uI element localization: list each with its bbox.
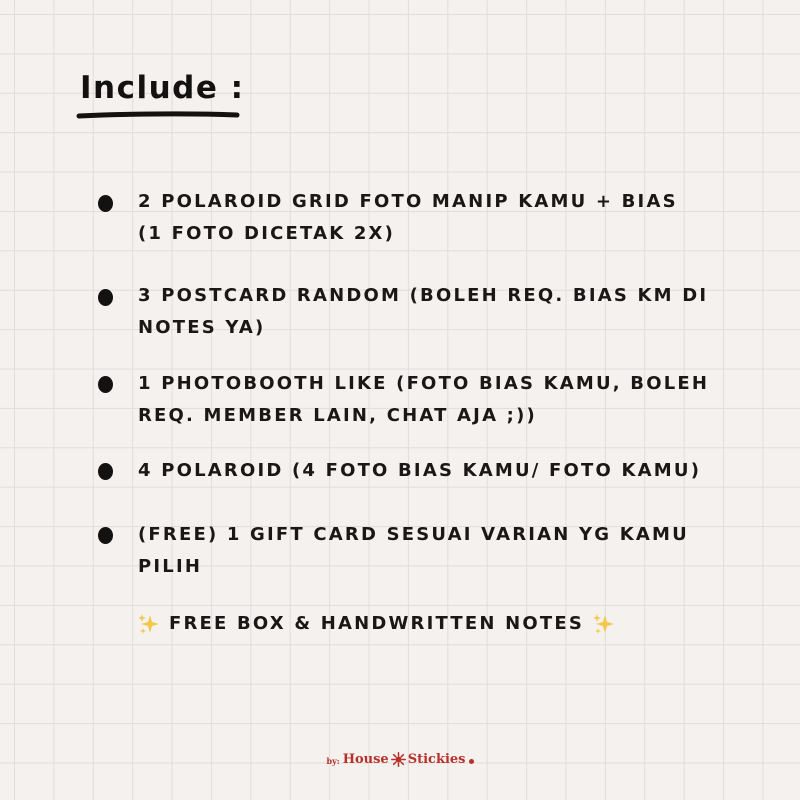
brand-logo [0, 752, 800, 767]
underline-stroke [76, 110, 240, 120]
list-item-text: (FREE) 1 GIFT CARD SESUAI VARIAN YG KAMU PILIH [138, 524, 689, 577]
brand-word-house: House [342, 752, 389, 767]
list-item-text: 2 POLAROID GRID FOTO MANIP KAMU + BIAS (1 FOTO DICETAK 2X) [138, 191, 678, 244]
list-item [96, 186, 678, 250]
brand-word-stickies: Stickies [407, 752, 466, 767]
free-box-note [137, 608, 616, 640]
list-item-text: 4 POLAROID (4 FOTO BIAS KAMU/ FOTO KAMU) [138, 460, 702, 481]
sun-icon [391, 752, 406, 767]
list-item [96, 368, 709, 432]
list-item [96, 455, 701, 487]
bullet-icon [98, 195, 113, 212]
bullet-icon [98, 463, 113, 480]
bullet-icon [98, 527, 113, 544]
bullet-icon [98, 289, 113, 306]
list-item [96, 280, 708, 344]
sparkles-icon [592, 612, 616, 636]
bullet-icon [98, 376, 113, 393]
list-item-text: 1 PHOTOBOOTH LIKE (FOTO BIAS KAMU, BOLEH REQ. MEMBER LAIN, CHAT AJA ;)) [138, 373, 710, 426]
free-note-text: FREE BOX & HANDWRITTEN NOTES [169, 613, 585, 634]
page-title: Include : [80, 70, 245, 106]
brand-by: by: [326, 755, 340, 766]
brand-dot [469, 759, 474, 764]
list-item [96, 519, 689, 583]
heading [80, 66, 245, 110]
sparkles-icon [137, 612, 161, 636]
list-item-text: 3 POSTCARD RANDOM (BOLEH REQ. BIAS KM DI NOTES YA) [138, 285, 709, 338]
